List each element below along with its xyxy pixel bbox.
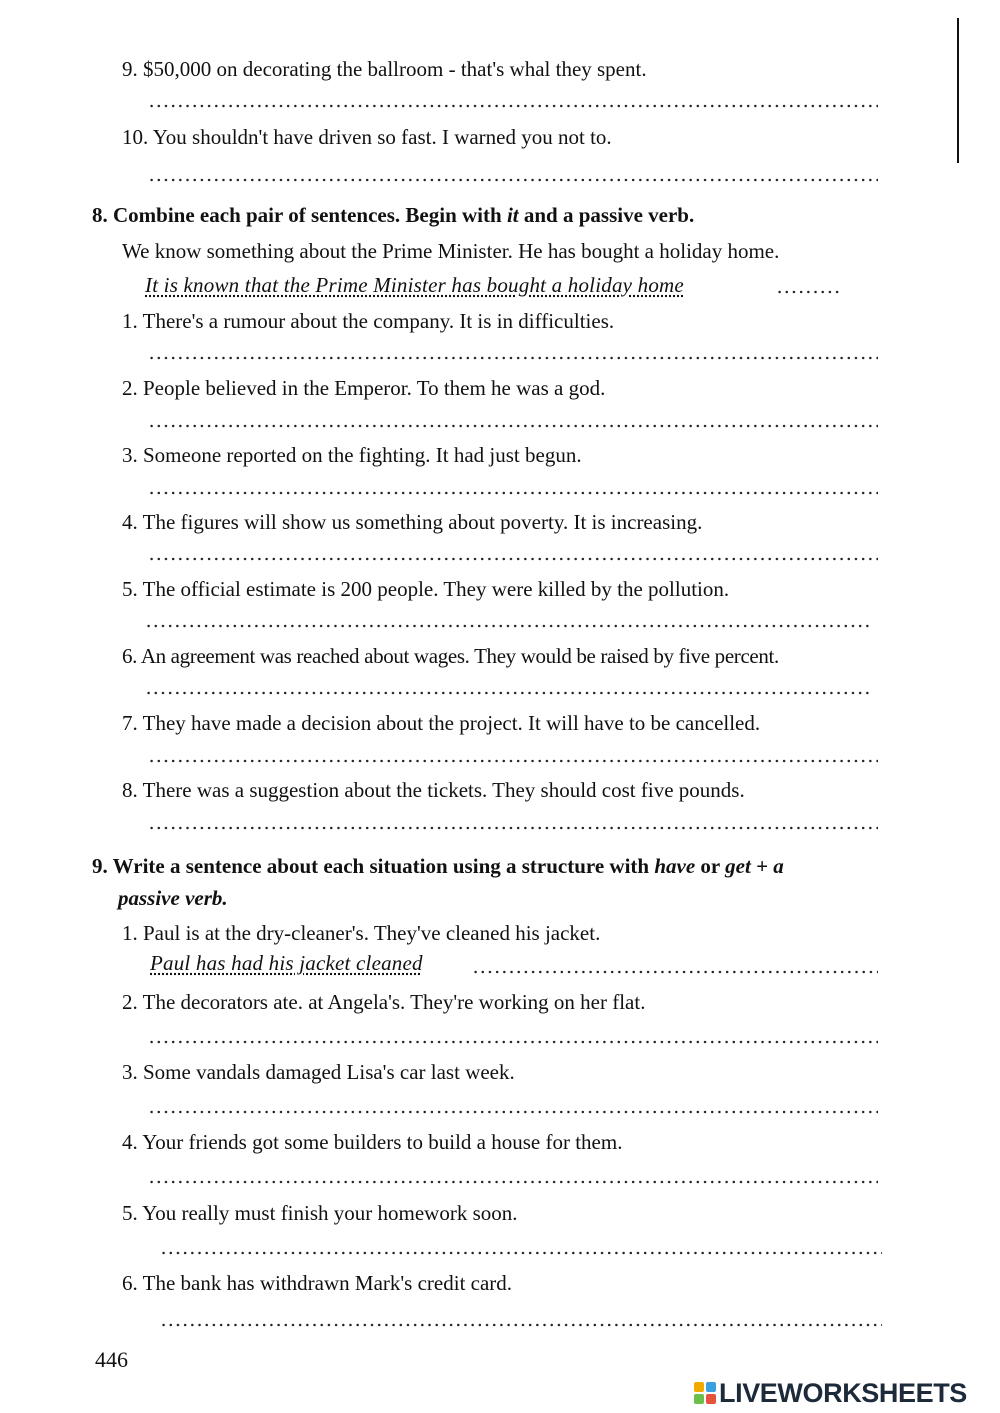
exercise-item-8-3: 3. Someone reported on the fighting. It had just begun. bbox=[122, 443, 582, 467]
margin-rule bbox=[957, 18, 959, 163]
answer-line-8-8[interactable] bbox=[148, 826, 878, 830]
section-8-example-answer: It is known that the Prime Minister has bought a holiday home bbox=[145, 273, 684, 297]
section-9-example-answer: Paul has had his jacket cleaned bbox=[150, 951, 423, 975]
exercise-item-9-4: 4. Your friends got some builders to build a house for them. bbox=[122, 1130, 623, 1154]
exercise-item-8-4: 4. The figures will show us something about poverty. It is increasing. bbox=[122, 510, 703, 534]
section-9-heading: 9. Write a sentence about each situation using a structure with have or get + a bbox=[92, 854, 784, 878]
page-number: 446 bbox=[95, 1347, 128, 1372]
section-9-heading-line-2: passive verb. bbox=[118, 886, 228, 910]
section-8-heading: 8. Combine each pair of sentences. Begin with it and a passive verb. bbox=[92, 203, 695, 227]
answer-line-8-1[interactable] bbox=[148, 356, 878, 360]
answer-line-8-3[interactable] bbox=[148, 491, 878, 495]
answer-line-9-5[interactable] bbox=[160, 1251, 882, 1255]
answer-line-9-4[interactable] bbox=[148, 1180, 878, 1184]
answer-line-7-9[interactable] bbox=[148, 104, 878, 108]
liveworksheets-logo-icon bbox=[694, 1382, 716, 1404]
exercise-item-9-2: 2. The decorators ate. at Angela's. They're working on her flat. bbox=[122, 990, 646, 1014]
answer-line-9-1 bbox=[472, 970, 878, 974]
answer-line-8-2[interactable] bbox=[148, 424, 878, 428]
exercise-item-8-7: 7. They have made a decision about the project. It will have to be cancelled. bbox=[122, 711, 761, 735]
exercise-item-9-6: 6. The bank has withdrawn Mark's credit card. bbox=[122, 1271, 513, 1295]
exercise-item-8-2: 2. People believed in the Emperor. To them he was a god. bbox=[122, 376, 606, 400]
exercise-item-9-5: 5. You really must finish your homework soon. bbox=[122, 1201, 518, 1225]
answer-line-9-2[interactable] bbox=[148, 1040, 878, 1044]
liveworksheets-logo bbox=[694, 1378, 967, 1408]
exercise-item-7-10: 10. You shouldn't have driven so fast. I warned you not to. bbox=[122, 125, 612, 149]
answer-line-8-4[interactable] bbox=[148, 557, 878, 561]
answer-line-7-10[interactable] bbox=[148, 178, 878, 182]
brand-name: LIVEWORKSHEETS bbox=[719, 1377, 967, 1408]
exercise-item-9-3: 3. Some vandals damaged Lisa's car last week. bbox=[122, 1060, 515, 1084]
answer-line-9-3[interactable] bbox=[148, 1110, 878, 1114]
exercise-item-8-8: 8. There was a suggestion about the tickets. They should cost five pounds. bbox=[122, 778, 745, 802]
answer-line-8-6[interactable] bbox=[145, 691, 870, 695]
exercise-item-9-1: 1. Paul is at the dry-cleaner's. They've cleaned his jacket. bbox=[122, 921, 601, 945]
answer-line-8-5[interactable] bbox=[145, 624, 870, 628]
section-8-example-prompt: We know something about the Prime Minister. He has bought a holiday home. bbox=[122, 239, 780, 263]
answer-line-9-6[interactable] bbox=[160, 1323, 882, 1327]
exercise-item-7-9: 9. $50,000 on decorating the ballroom - that's whal they spent. bbox=[122, 57, 647, 81]
exercise-item-8-1: 1. There's a rumour about the company. It is in difficulties. bbox=[122, 309, 615, 333]
exercise-item-8-6: 6. An agreement was reached about wages. They would be raised by five percent. bbox=[122, 644, 779, 668]
exercise-item-8-5: 5. The official estimate is 200 people. They were killed by the pollution. bbox=[122, 577, 730, 601]
answer-line-8-7[interactable] bbox=[148, 759, 878, 763]
example-answer-line-tail bbox=[776, 290, 840, 294]
